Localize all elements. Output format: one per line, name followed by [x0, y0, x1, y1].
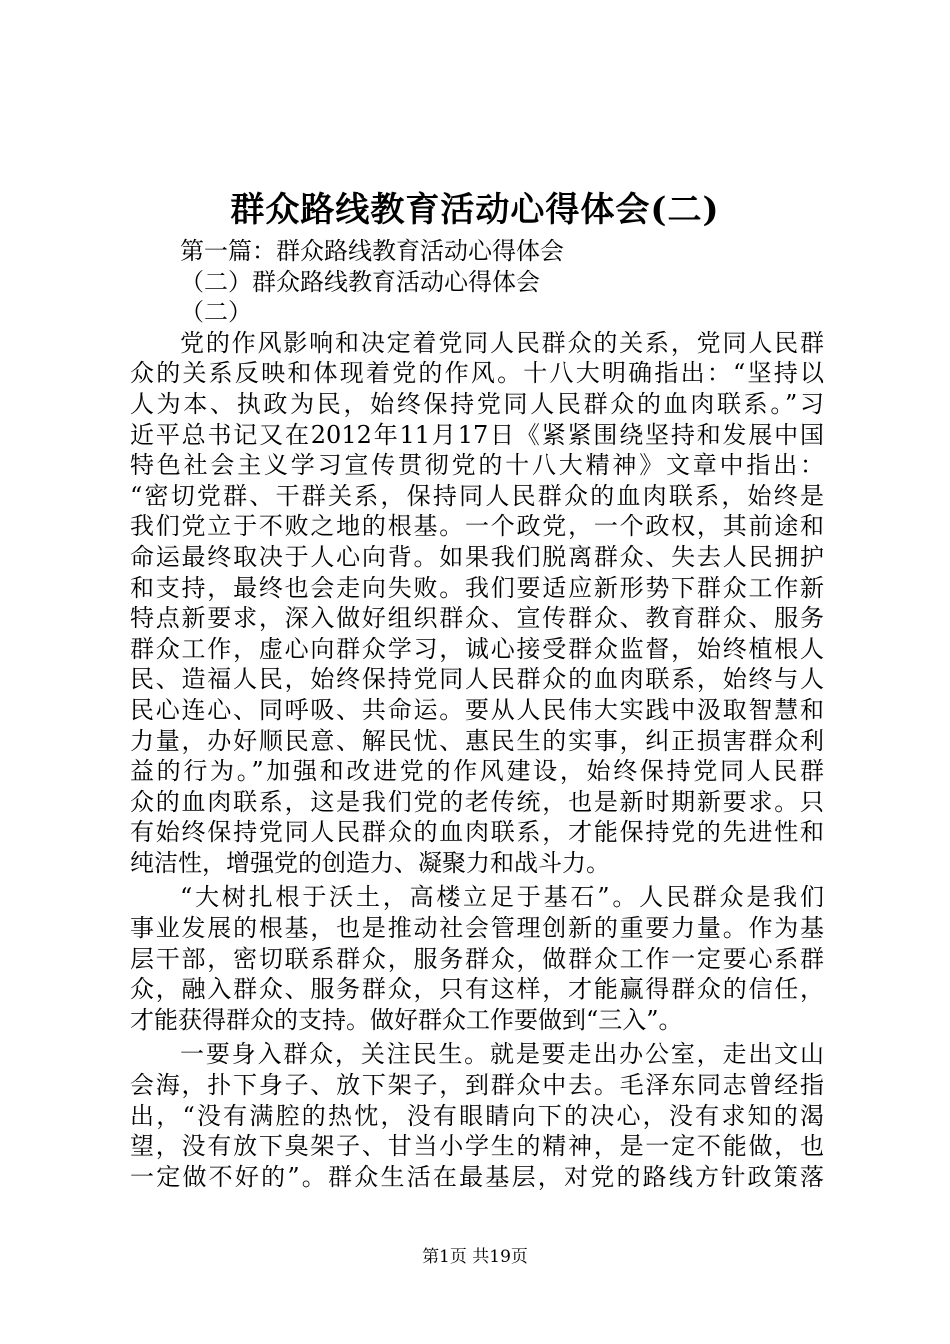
text-line: 和支持，最终也会走向失败。我们要适应新形势下群众工作新 — [130, 573, 824, 602]
text-line: 民、造福人民，始终保持党同人民群众的血肉联系，始终与人 — [130, 665, 824, 694]
text-line: 益的行为。”加强和改进党的作风建设，始终保持党同人民群 — [130, 757, 824, 786]
text-line: 会海，扑下身子、放下架子，到群众中去。毛泽东同志曾经指 — [130, 1071, 824, 1100]
text-line: 特点新要求，深入做好组织群众、宣传群众、教育群众、服务 — [130, 604, 824, 633]
paragraph-3 — [130, 1039, 824, 1192]
text-line: 党的作风影响和决定着党同人民群众的关系，党同人民群 — [180, 328, 824, 357]
text-line: 众的关系反映和体现着党的作风。十八大明确指出：“坚持以 — [130, 359, 824, 388]
text-line: 望，没有放下臭架子、甘当小学生的精神，是一定不能做，也 — [130, 1132, 824, 1161]
text-line: 层干部，密切联系群众，服务群众，做群众工作一定要心系群 — [130, 944, 824, 973]
heading-line: 第一篇：群众路线教育活动心得体会 — [180, 237, 564, 265]
text-line: 出，“没有满腔的热忱，没有眼睛向下的决心，没有求知的渴 — [130, 1101, 824, 1130]
text-line: 纯洁性，增强党的创造力、凝聚力和战斗力。 — [130, 848, 610, 877]
text-line: “密切党群、干群关系，保持同人民群众的血肉联系，始终是 — [130, 481, 824, 510]
text-line: 事业发展的根基，也是推动社会管理创新的重要力量。作为基 — [130, 914, 824, 943]
text-line: 一要身入群众，关注民生。就是要走出办公室，走出文山 — [180, 1040, 824, 1069]
text-line: 特色社会主义学习宣传贯彻党的十八大精神》文章中指出： — [130, 451, 824, 480]
text-line: 众，融入群众、服务群众，只有这样，才能赢得群众的信任， — [130, 975, 824, 1004]
text-line: 民心连心、同呼吸、共命运。要从人民伟大实践中汲取智慧和 — [130, 695, 824, 724]
text-line: 才能获得群众的支持。做好群众工作要做到“三入”。 — [130, 1005, 683, 1034]
heading-line: （二） — [180, 298, 252, 327]
text-line: 一定做不好的”。群众生活在最基层，对党的路线方针政策落 — [130, 1162, 824, 1191]
text-line: 命运最终取决于人心向背。如果我们脱离群众、失去人民拥护 — [130, 542, 824, 571]
text-line: 我们党立于不败之地的根基。一个政党，一个政权，其前途和 — [130, 512, 824, 541]
text-line: 群众工作，虚心向群众学习，诚心接受群众监督，始终植根人 — [130, 634, 824, 663]
text-line: 力量，办好顺民意、解民忧、惠民生的实事，纠正损害群众利 — [130, 726, 824, 755]
text-line: 众的血肉联系，这是我们党的老传统，也是新时期新要求。只 — [130, 787, 824, 816]
document-title: 群众路线教育活动心得体会(二) — [230, 190, 720, 230]
paragraph-2 — [130, 882, 824, 1035]
heading-line: （二）群众路线教育活动心得体会 — [180, 267, 540, 296]
page-footer: 第1页 共19页 — [422, 1247, 528, 1267]
text-line: 有始终保持党同人民群众的血肉联系，才能保持党的先进性和 — [130, 818, 824, 847]
text-line: 人为本、执政为民，始终保持党同人民群众的血肉联系。”习 — [130, 389, 824, 418]
text-line: “大树扎根于沃土，高楼立足于基石”。人民群众是我们 — [180, 883, 824, 912]
document-body — [130, 236, 824, 1192]
text-line: 近平总书记又在2012年11月17日《紧紧围绕坚持和发展中国 — [130, 420, 824, 449]
paragraph-1 — [130, 328, 824, 879]
